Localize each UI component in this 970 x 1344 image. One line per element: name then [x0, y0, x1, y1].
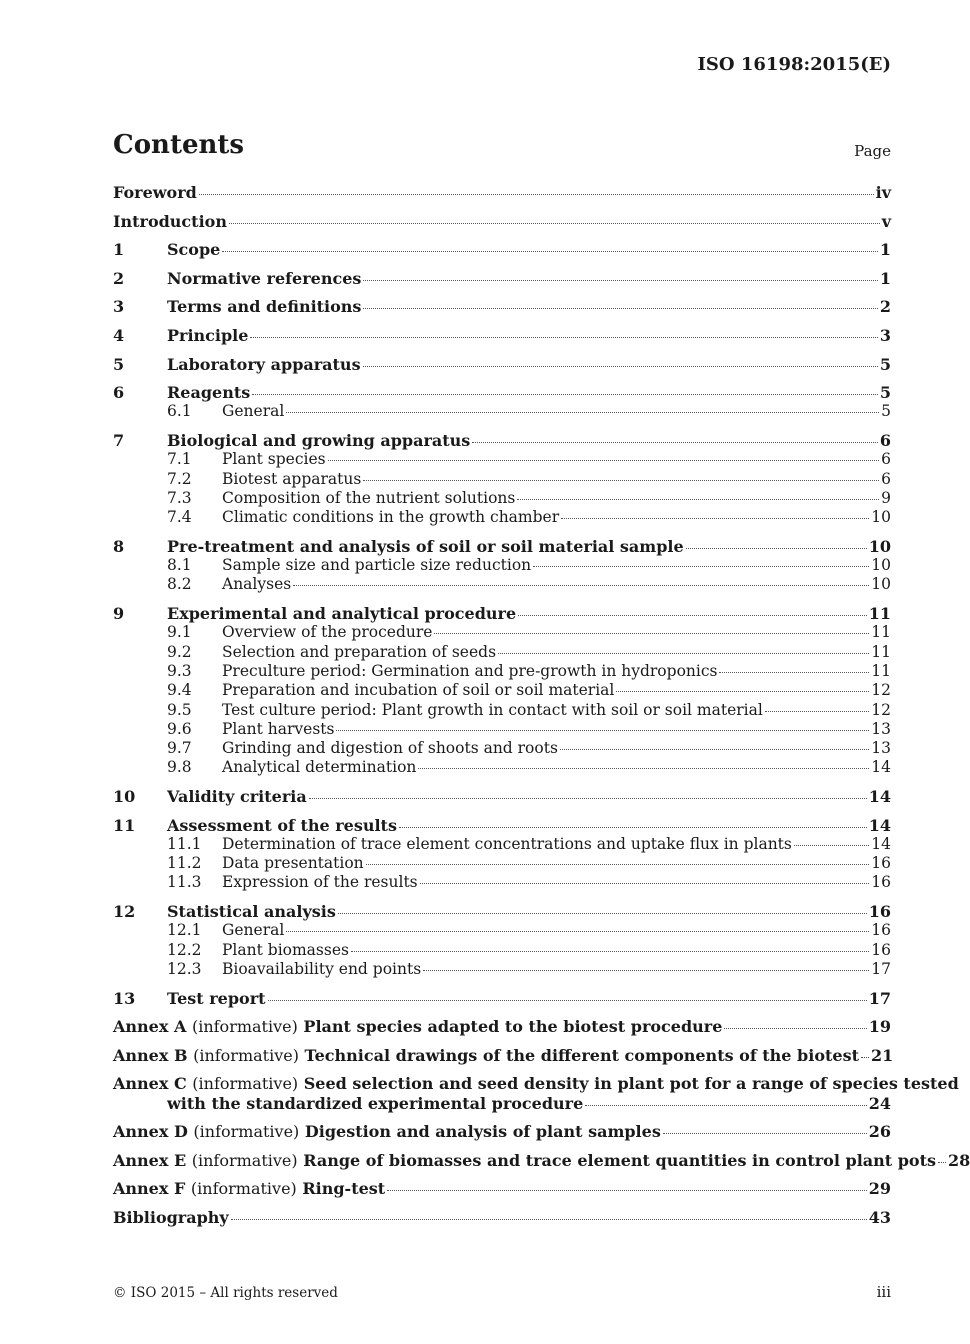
toc-title: Overview of the procedure: [222, 623, 433, 642]
toc-number: 8.1: [167, 556, 192, 575]
toc-title: Reagents: [167, 383, 251, 403]
toc-entry-subclause[interactable]: [113, 873, 891, 892]
toc-entry-clause[interactable]: [113, 269, 891, 288]
toc-entry-subclause[interactable]: [113, 489, 891, 508]
dot-leader: [561, 517, 869, 519]
dot-leader: [686, 547, 867, 549]
toc-title: Test culture period: Plant growth in contact with soil or soil material: [222, 700, 763, 719]
toc-title: Bioavailability end points: [222, 959, 422, 978]
annex-label: Annex B: [113, 1045, 188, 1065]
toc-page: 11: [871, 623, 891, 642]
toc-page: 24: [868, 1093, 891, 1113]
dot-leader: [938, 1161, 946, 1163]
toc-title: Plant harvests: [222, 719, 335, 738]
dot-leader: [420, 882, 870, 884]
toc-entry-clause[interactable]: [113, 902, 891, 921]
toc-title: Expression of the results: [222, 873, 418, 892]
toc-entry-annex[interactable]: [113, 1074, 959, 1113]
toc-entry-subclause[interactable]: [113, 508, 891, 527]
toc-title: Technical drawings of the different components of the biotest: [304, 1045, 859, 1065]
toc-entry-front[interactable]: [113, 1208, 891, 1227]
toc-title: Ring-test: [302, 1179, 386, 1199]
annex-informative: (informative): [191, 1017, 298, 1037]
toc-title: Pre-treatment and analysis of soil or soil material sample: [167, 536, 684, 556]
dot-leader: [498, 652, 869, 654]
toc-page: 6: [881, 469, 891, 488]
dot-leader: [585, 1104, 866, 1106]
dot-leader: [293, 584, 869, 586]
toc-page: 29: [868, 1179, 891, 1199]
dot-leader: [199, 193, 874, 195]
page-number: iii: [876, 1283, 891, 1301]
toc-title: Plant biomasses: [222, 940, 349, 959]
toc-page: 16: [871, 940, 891, 959]
toc-entry-subclause[interactable]: [113, 556, 891, 575]
toc-title: Biotest apparatus: [222, 469, 362, 488]
toc-number: 1: [113, 240, 125, 260]
dot-leader: [423, 969, 869, 971]
toc-title: Biological and growing apparatus: [167, 431, 471, 451]
toc-number: 6: [113, 383, 125, 403]
toc-page: 14: [868, 815, 891, 835]
toc-page: 16: [868, 902, 891, 922]
toc-number: 9.3: [167, 661, 192, 680]
toc-entry-subclause[interactable]: [113, 701, 891, 720]
toc-entry-subclause[interactable]: [113, 402, 891, 421]
toc-title: Climatic conditions in the growth chamber: [222, 508, 560, 527]
toc-page: 16: [871, 921, 891, 940]
dot-leader: [517, 498, 879, 500]
toc-page: 13: [871, 739, 891, 758]
toc-entry-subclause[interactable]: [113, 921, 891, 940]
toc-page: 12: [871, 681, 891, 700]
toc-entry-subclause[interactable]: [113, 739, 891, 758]
annex-informative: (informative): [193, 1122, 300, 1142]
dot-leader: [518, 614, 867, 616]
toc-title: Plant species adapted to the biotest procedure: [303, 1017, 723, 1037]
toc-page: 11: [871, 642, 891, 661]
toc-number: 12.1: [167, 921, 202, 940]
toc-title: Foreword: [113, 183, 197, 202]
toc-title: General: [222, 921, 285, 940]
toc-number: 7.4: [167, 508, 192, 527]
annex-label: Annex D: [113, 1122, 188, 1142]
toc-number: 3: [113, 297, 125, 317]
toc-title: Digestion and analysis of plant samples: [304, 1122, 661, 1142]
toc-page: 17: [868, 988, 891, 1008]
toc-title: Validity criteria: [167, 786, 307, 806]
copyright-footer: © ISO 2015 – All rights reserved: [113, 1285, 338, 1301]
toc-page: 6: [881, 450, 891, 469]
dot-leader: [387, 1189, 867, 1191]
toc-entry-clause[interactable]: [113, 816, 891, 835]
toc-entry-subclause[interactable]: [113, 450, 891, 469]
toc-page: 9: [881, 488, 891, 507]
dot-leader: [328, 459, 880, 461]
document-id: ISO 16198:2015(E): [697, 54, 891, 75]
toc-page: 17: [871, 959, 891, 978]
toc-page: 6: [879, 431, 891, 451]
dot-leader: [268, 999, 867, 1001]
toc-entry-subclause[interactable]: [113, 470, 891, 489]
toc-page: 3: [879, 325, 891, 345]
toc-entry-annex[interactable]: [113, 1122, 891, 1141]
toc-number: 9.5: [167, 700, 192, 719]
annex-informative: (informative): [191, 1150, 298, 1170]
toc-title: Composition of the nutrient solutions: [222, 488, 516, 507]
toc-title: Bibliography: [113, 1208, 229, 1227]
dot-leader: [250, 336, 877, 338]
dot-leader: [351, 950, 869, 952]
toc-page: 10: [868, 536, 891, 556]
toc-number: 7: [113, 431, 125, 451]
toc-title: Preculture period: Germination and pre-growth in hydroponics: [222, 661, 718, 680]
toc-number: 12.3: [167, 959, 202, 978]
dot-leader: [286, 930, 869, 932]
annex-label: Annex E: [113, 1150, 187, 1170]
toc-number: 9.1: [167, 623, 192, 642]
dot-leader: [229, 222, 880, 224]
toc-page: 28: [947, 1150, 970, 1170]
toc-page: 10: [871, 575, 891, 594]
toc-entry-clause[interactable]: [113, 431, 891, 450]
toc-title-continued: with the standardized experimental procedure: [167, 1093, 584, 1113]
toc-title: Laboratory apparatus: [167, 354, 361, 374]
toc-entry-subclause[interactable]: [113, 941, 891, 960]
toc-title: Principle: [167, 325, 249, 345]
toc-number: 9.8: [167, 758, 192, 777]
dot-leader: [363, 365, 878, 367]
toc-entry-clause[interactable]: [113, 355, 891, 374]
dot-leader: [472, 441, 878, 443]
toc-entry-clause[interactable]: [113, 240, 891, 259]
toc-page: 12: [871, 700, 891, 719]
toc-entry-subclause[interactable]: [113, 643, 891, 662]
toc-page: 11: [868, 604, 891, 624]
dot-leader: [765, 710, 869, 712]
toc-page: 5: [881, 402, 891, 421]
dot-leader: [363, 479, 879, 481]
toc-entry-annex[interactable]: [113, 1045, 894, 1065]
annex-label: Annex C: [113, 1074, 187, 1094]
toc-number: 8: [113, 536, 125, 556]
toc-page: 19: [868, 1017, 891, 1037]
toc-entry-subclause[interactable]: [113, 575, 891, 594]
page-column-label: Page: [854, 142, 891, 160]
annex-informative: (informative): [193, 1045, 299, 1065]
dot-leader: [560, 748, 869, 750]
toc-number: 7.1: [167, 450, 192, 469]
toc-page: 1: [879, 268, 891, 288]
toc-page: 10: [871, 508, 891, 527]
toc-number: 9.4: [167, 681, 192, 700]
toc-page: 11: [871, 661, 891, 680]
toc-page: 14: [871, 834, 891, 853]
toc-title: Data presentation: [222, 854, 364, 873]
toc-number: 9: [113, 604, 125, 624]
toc-entry-clause[interactable]: [113, 297, 891, 316]
toc-number: 13: [113, 988, 136, 1008]
toc-entry-clause[interactable]: [113, 604, 891, 623]
toc-entry-subclause[interactable]: [113, 854, 891, 873]
annex-label: Annex A: [113, 1017, 187, 1037]
toc-number: 9.7: [167, 739, 192, 758]
toc-page: 16: [871, 854, 891, 873]
dot-leader: [861, 1056, 869, 1058]
toc-number: 2: [113, 268, 125, 288]
dot-leader: [616, 690, 869, 692]
toc-title: Analyses: [222, 575, 292, 594]
toc-page: iv: [875, 183, 891, 202]
toc-number: 4: [113, 325, 125, 345]
toc-entry-annex[interactable]: [113, 1179, 891, 1198]
toc-number: 7.3: [167, 488, 192, 507]
toc-number: 7.2: [167, 469, 192, 488]
toc-number: 12: [113, 902, 136, 922]
dot-leader: [222, 250, 878, 252]
toc-entry-subclause[interactable]: [113, 758, 891, 777]
toc-page: v: [881, 211, 891, 231]
toc-page: 26: [868, 1122, 891, 1142]
page-title: Contents: [113, 130, 245, 160]
toc-entry-clause[interactable]: [113, 989, 891, 1008]
toc-page: 14: [871, 758, 891, 777]
toc-number: 5: [113, 354, 125, 374]
toc-title: Assessment of the results: [167, 815, 397, 835]
toc-entry-subclause[interactable]: [113, 662, 891, 681]
dot-leader: [663, 1132, 867, 1134]
toc-title: Analytical determination: [222, 758, 417, 777]
dot-leader: [366, 863, 870, 865]
toc-entry-subclause[interactable]: [113, 720, 891, 739]
toc-number: 6.1: [167, 402, 192, 421]
toc-entry-subclause[interactable]: [113, 681, 891, 700]
toc-entry-clause[interactable]: [113, 537, 891, 556]
toc-title: Seed selection and seed density in plant pot for a range of species tested: [303, 1074, 959, 1094]
toc-entry-annex[interactable]: [113, 1150, 970, 1170]
dot-leader: [231, 1218, 867, 1220]
annex-label: Annex F: [113, 1179, 186, 1199]
toc-entry-clause[interactable]: [113, 787, 891, 806]
dot-leader: [252, 393, 878, 395]
toc-title: Preparation and incubation of soil or soil material: [222, 681, 615, 700]
toc-entry-annex[interactable]: [113, 1017, 891, 1036]
table-of-contents: [113, 183, 970, 1227]
toc-title: Range of biomasses and trace element quantities in control plant pots: [303, 1150, 936, 1170]
toc-page: 10: [871, 556, 891, 575]
toc-number: 11: [113, 815, 136, 835]
toc-title: Selection and preparation of seeds: [222, 642, 497, 661]
toc-page: 16: [871, 873, 891, 892]
toc-page: 2: [879, 297, 891, 317]
toc-title: Plant species: [222, 450, 326, 469]
dot-leader: [399, 826, 867, 828]
dot-leader: [363, 279, 877, 281]
toc-title: Test report: [167, 988, 266, 1008]
dot-leader: [719, 671, 869, 673]
toc-page: 13: [871, 719, 891, 738]
toc-entry-clause[interactable]: [113, 383, 891, 402]
toc-number: 10: [113, 786, 136, 806]
toc-title: Statistical analysis: [167, 902, 336, 922]
toc-title: Scope: [167, 240, 221, 260]
toc-title: Determination of trace element concentrations and uptake flux in plants: [222, 834, 792, 853]
toc-title: Terms and definitions: [167, 297, 362, 317]
toc-entry-subclause[interactable]: [113, 835, 891, 854]
dot-leader: [434, 632, 869, 634]
annex-informative: (informative): [190, 1179, 297, 1199]
toc-page: 14: [868, 786, 891, 806]
toc-entry-front[interactable]: [113, 212, 891, 231]
dot-leader: [336, 729, 869, 731]
toc-page: 43: [868, 1208, 891, 1227]
toc-number: 11.3: [167, 873, 202, 892]
toc-title: Sample size and particle size reduction: [222, 556, 532, 575]
toc-number: 12.2: [167, 940, 202, 959]
toc-page: 5: [879, 354, 891, 374]
dot-leader: [338, 912, 867, 914]
toc-title: General: [222, 402, 285, 421]
dot-leader: [794, 844, 869, 846]
dot-leader: [724, 1027, 866, 1029]
dot-leader: [533, 565, 869, 567]
annex-informative: (informative): [192, 1074, 299, 1094]
toc-number: 11.2: [167, 854, 202, 873]
toc-number: 11.1: [167, 834, 202, 853]
toc-number: 9.6: [167, 719, 192, 738]
toc-title: Grinding and digestion of shoots and roots: [222, 739, 558, 758]
toc-page: 5: [879, 383, 891, 403]
toc-number: 9.2: [167, 642, 192, 661]
toc-title: Normative references: [167, 268, 362, 288]
toc-entry-subclause[interactable]: [113, 623, 891, 642]
toc-entry-clause[interactable]: [113, 326, 891, 345]
toc-page: 1: [879, 240, 891, 260]
toc-number: 8.2: [167, 575, 192, 594]
toc-page: 21: [870, 1045, 894, 1065]
toc-title: Introduction: [113, 211, 227, 231]
dot-leader: [309, 797, 867, 799]
toc-title: Experimental and analytical procedure: [167, 604, 517, 624]
toc-entry-subclause[interactable]: [113, 960, 891, 979]
toc-entry-front[interactable]: [113, 183, 891, 202]
dot-leader: [418, 767, 869, 769]
dot-leader: [286, 411, 879, 413]
dot-leader: [363, 307, 877, 309]
